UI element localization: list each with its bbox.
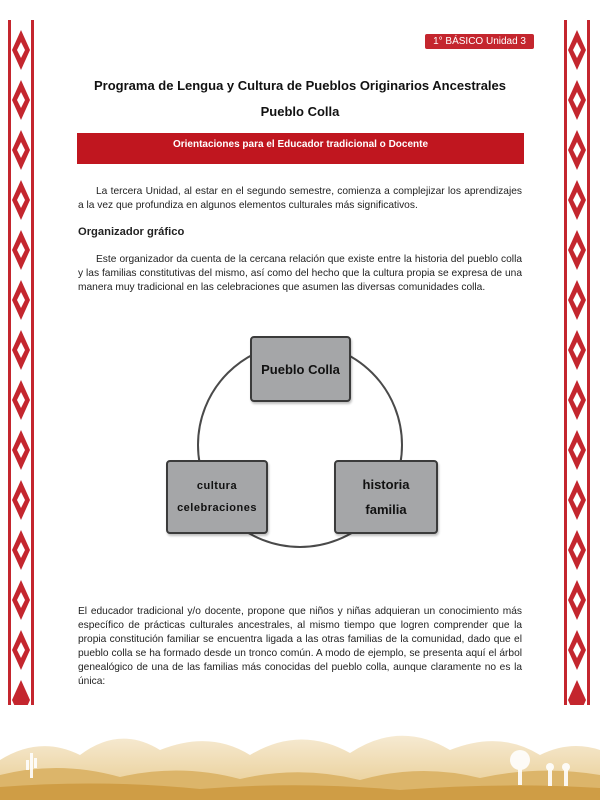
intro-paragraph: La tercera Unidad, al estar en el segundo semestre, comienza a complejizar los aprendizajes a la vez que profundiza en algunos elementos culturales más significativos.	[78, 186, 522, 211]
node-cultura-label: cultura	[196, 480, 238, 492]
grade-unit-badge: 1° BÁSICO Unidad 3	[425, 34, 534, 49]
node-familia-label: familia	[365, 502, 407, 517]
node-pueblo-colla-label: Pueblo Colla	[261, 361, 340, 377]
closing-paragraph: El educador tradicional y/o docente, propone que niños y niñas adquieran un conocimiento más específico de prácticas culturales ancestrales, al mismo tiempo que logren comprender que la propia constitución familiar se encuentra ligada a las otras familias de la comunidad, dado que el pueblo colla se ha formado desde un tronco común. A modo de ejemplo, se presenta aquí el árbol genealógico de una de las familias más conocidas del pueblo colla, aunque claramente no es la única:	[78, 606, 522, 687]
node-cultura	[166, 460, 268, 534]
node-historia-label: historia	[362, 477, 410, 492]
organizer-paragraph: Este organizador da cuenta de la cercana relación que existe entre la historia del pueblo colla y las familias constitutivas del mismo, así como del hecho que la cultura propia se expresa de una manera muy tradicional en las celebraciones que asumen las diversas comunidades colla.	[78, 254, 522, 293]
node-celebraciones-label: celebraciones	[177, 502, 257, 514]
page-subtitle: Pueblo Colla	[260, 104, 340, 119]
footer-landscape-illustration	[0, 705, 600, 800]
section-banner: Orientaciones para el Educador tradicional o Docente	[77, 133, 524, 164]
right-decorative-border	[562, 20, 592, 720]
node-pueblo-colla	[250, 336, 351, 402]
page-title: Programa de Lengua y Cultura de Pueblos Originarios Ancestrales	[93, 78, 507, 93]
left-decorative-border	[6, 20, 36, 720]
node-historia	[334, 460, 438, 534]
section-heading: Organizador gráfico	[78, 226, 185, 238]
